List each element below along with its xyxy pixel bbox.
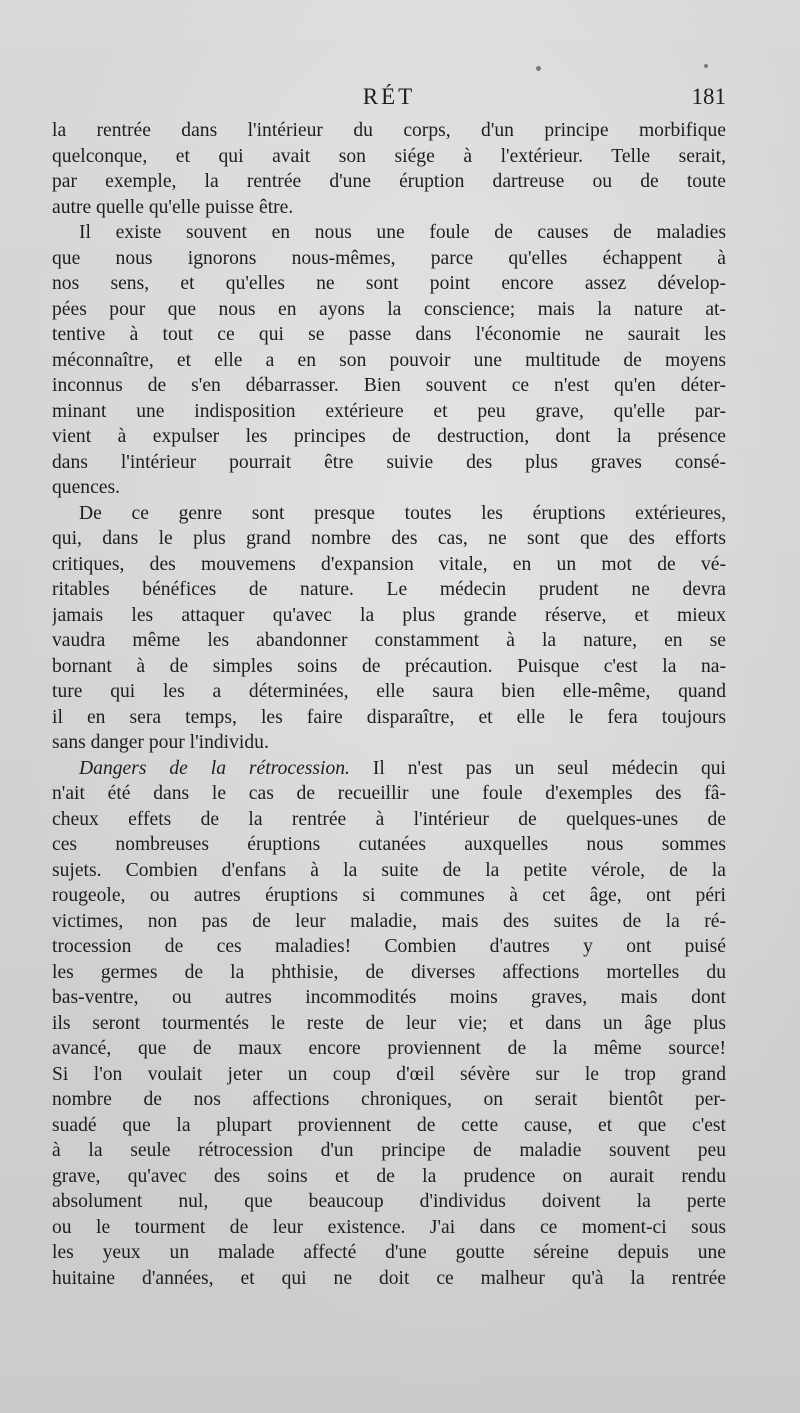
text-line: nos sens, et qu'elles ne sont point encore assez dévelop- (52, 273, 726, 294)
text-line: Si l'on voulait jeter un coup d'œil sévère sur le trop grand (52, 1063, 726, 1085)
running-head-title: RÉT (362, 84, 416, 109)
body-text (52, 118, 726, 1291)
text-line: rougeole, ou autres éruptions si communes à cet âge, ont péri (52, 885, 726, 906)
text-line: vient à expulser les principes de destruction, dont la présence (52, 426, 726, 447)
text-line: la rentrée dans l'intérieur du corps, d'un principe morbifique (52, 120, 726, 141)
text-line: jamais les attaquer qu'avec la plus grande réserve, et mieux (52, 604, 726, 626)
text-line: ou le tourment de leur existence. J'ai dans ce moment-ci sous (52, 1216, 726, 1238)
section-heading: Dangers de la rétrocession. (79, 757, 350, 779)
text-line: avancé, que de maux encore proviennent de la même source! (52, 1038, 726, 1059)
text-line: bas-ventre, ou autres incommodités moins graves, mais dont (52, 987, 726, 1008)
text-line: tentive à tout ce qui se passe dans l'économie ne saurait les (52, 324, 726, 345)
text-line: absolument nul, que beaucoup d'individus doivent la perte (52, 1191, 726, 1212)
text-line: à la seule rétrocession d'un principe de maladie souvent peu (52, 1140, 726, 1161)
ink-spot (536, 66, 541, 71)
page-number: 181 (691, 84, 726, 109)
text-line: minant une indisposition extérieure et peu grave, qu'elle par- (52, 400, 726, 422)
text-line: nombre de nos affections chroniques, on serait bientôt per- (52, 1089, 726, 1110)
text-line: ils seront tourmentés le reste de leur vie; et dans un âge plus (52, 1012, 726, 1034)
text-line: qui, dans le plus grand nombre des cas, ne sont que des efforts (52, 528, 726, 549)
text-line: grave, qu'avec des soins et de la prudence on aurait rendu (52, 1165, 726, 1187)
text-line: trocession de ces maladies! Combien d'autres y ont puisé (52, 936, 726, 957)
text-line: il en sera temps, les faire disparaître, et elle le fera toujours (52, 706, 726, 728)
text-line: huitaine d'années, et qui ne doit ce malheur qu'à la rentrée (52, 1267, 726, 1289)
text-line: que nous ignorons nous-mêmes, parce qu'elles échappent à (52, 247, 726, 269)
text-line: les yeux un malade affecté d'une goutte séreine depuis une (52, 1242, 726, 1263)
text-line: n'ait été dans le cas de recueillir une foule d'exemples des fâ- (52, 783, 726, 804)
text-line: par exemple, la rentrée d'une éruption dartreuse ou de toute (52, 171, 726, 192)
text-line: dans l'intérieur pourrait être suivie des plus graves consé- (52, 451, 726, 473)
text-line: ture qui les a déterminées, elle saura bien elle-même, quand (52, 681, 726, 702)
text-line: sans danger pour l'individu. (52, 732, 269, 753)
text-line: suadé que la plupart proviennent de cette cause, et que c'est (52, 1114, 726, 1136)
text-line: De ce genre sont presque toutes les éruptions extérieures, (79, 502, 726, 524)
text-line: pées pour que nous en ayons la conscience; mais la nature at- (52, 298, 726, 320)
text-line: autre quelle qu'elle puisse être. (52, 196, 294, 218)
text-line: ces nombreuses éruptions cutanées auxquelles nous sommes (52, 834, 726, 855)
text-line: critiques, des mouvemens d'expansion vitale, en un mot de vé- (52, 553, 726, 575)
text-line-section (52, 756, 726, 782)
section-lead-text: Il n'est pas un seul médecin qui (372, 757, 726, 779)
text-line: inconnus de s'en débarrasser. Bien souvent ce n'est qu'en déter- (52, 375, 726, 396)
text-line: méconnaître, et elle a en son pouvoir une multitude de moyens (52, 349, 726, 371)
ink-spot (704, 64, 708, 68)
text-line: victimes, non pas de leur maladie, mais des suites de la ré- (52, 910, 726, 932)
text-line: les germes de la phthisie, de diverses affections mortelles du (52, 961, 726, 983)
text-line: quelconque, et qui avait son siége à l'extérieur. Telle serait, (52, 145, 726, 167)
text-line: ritables bénéfices de nature. Le médecin prudent ne devra (52, 579, 726, 600)
text-line: cheux effets de la rentrée à l'intérieur de quelques-unes de (52, 808, 726, 830)
text-line: Il existe souvent en nous une foule de causes de maladies (79, 222, 726, 243)
text-line: vaudra même les abandonner constamment à la nature, en se (52, 630, 726, 651)
text-line: sujets. Combien d'enfans à la suite de la petite vérole, de la (52, 859, 726, 881)
text-line: bornant à de simples soins de précaution. Puisque c'est la na- (52, 655, 726, 677)
running-head (52, 84, 726, 114)
text-line: quences. (52, 477, 121, 498)
